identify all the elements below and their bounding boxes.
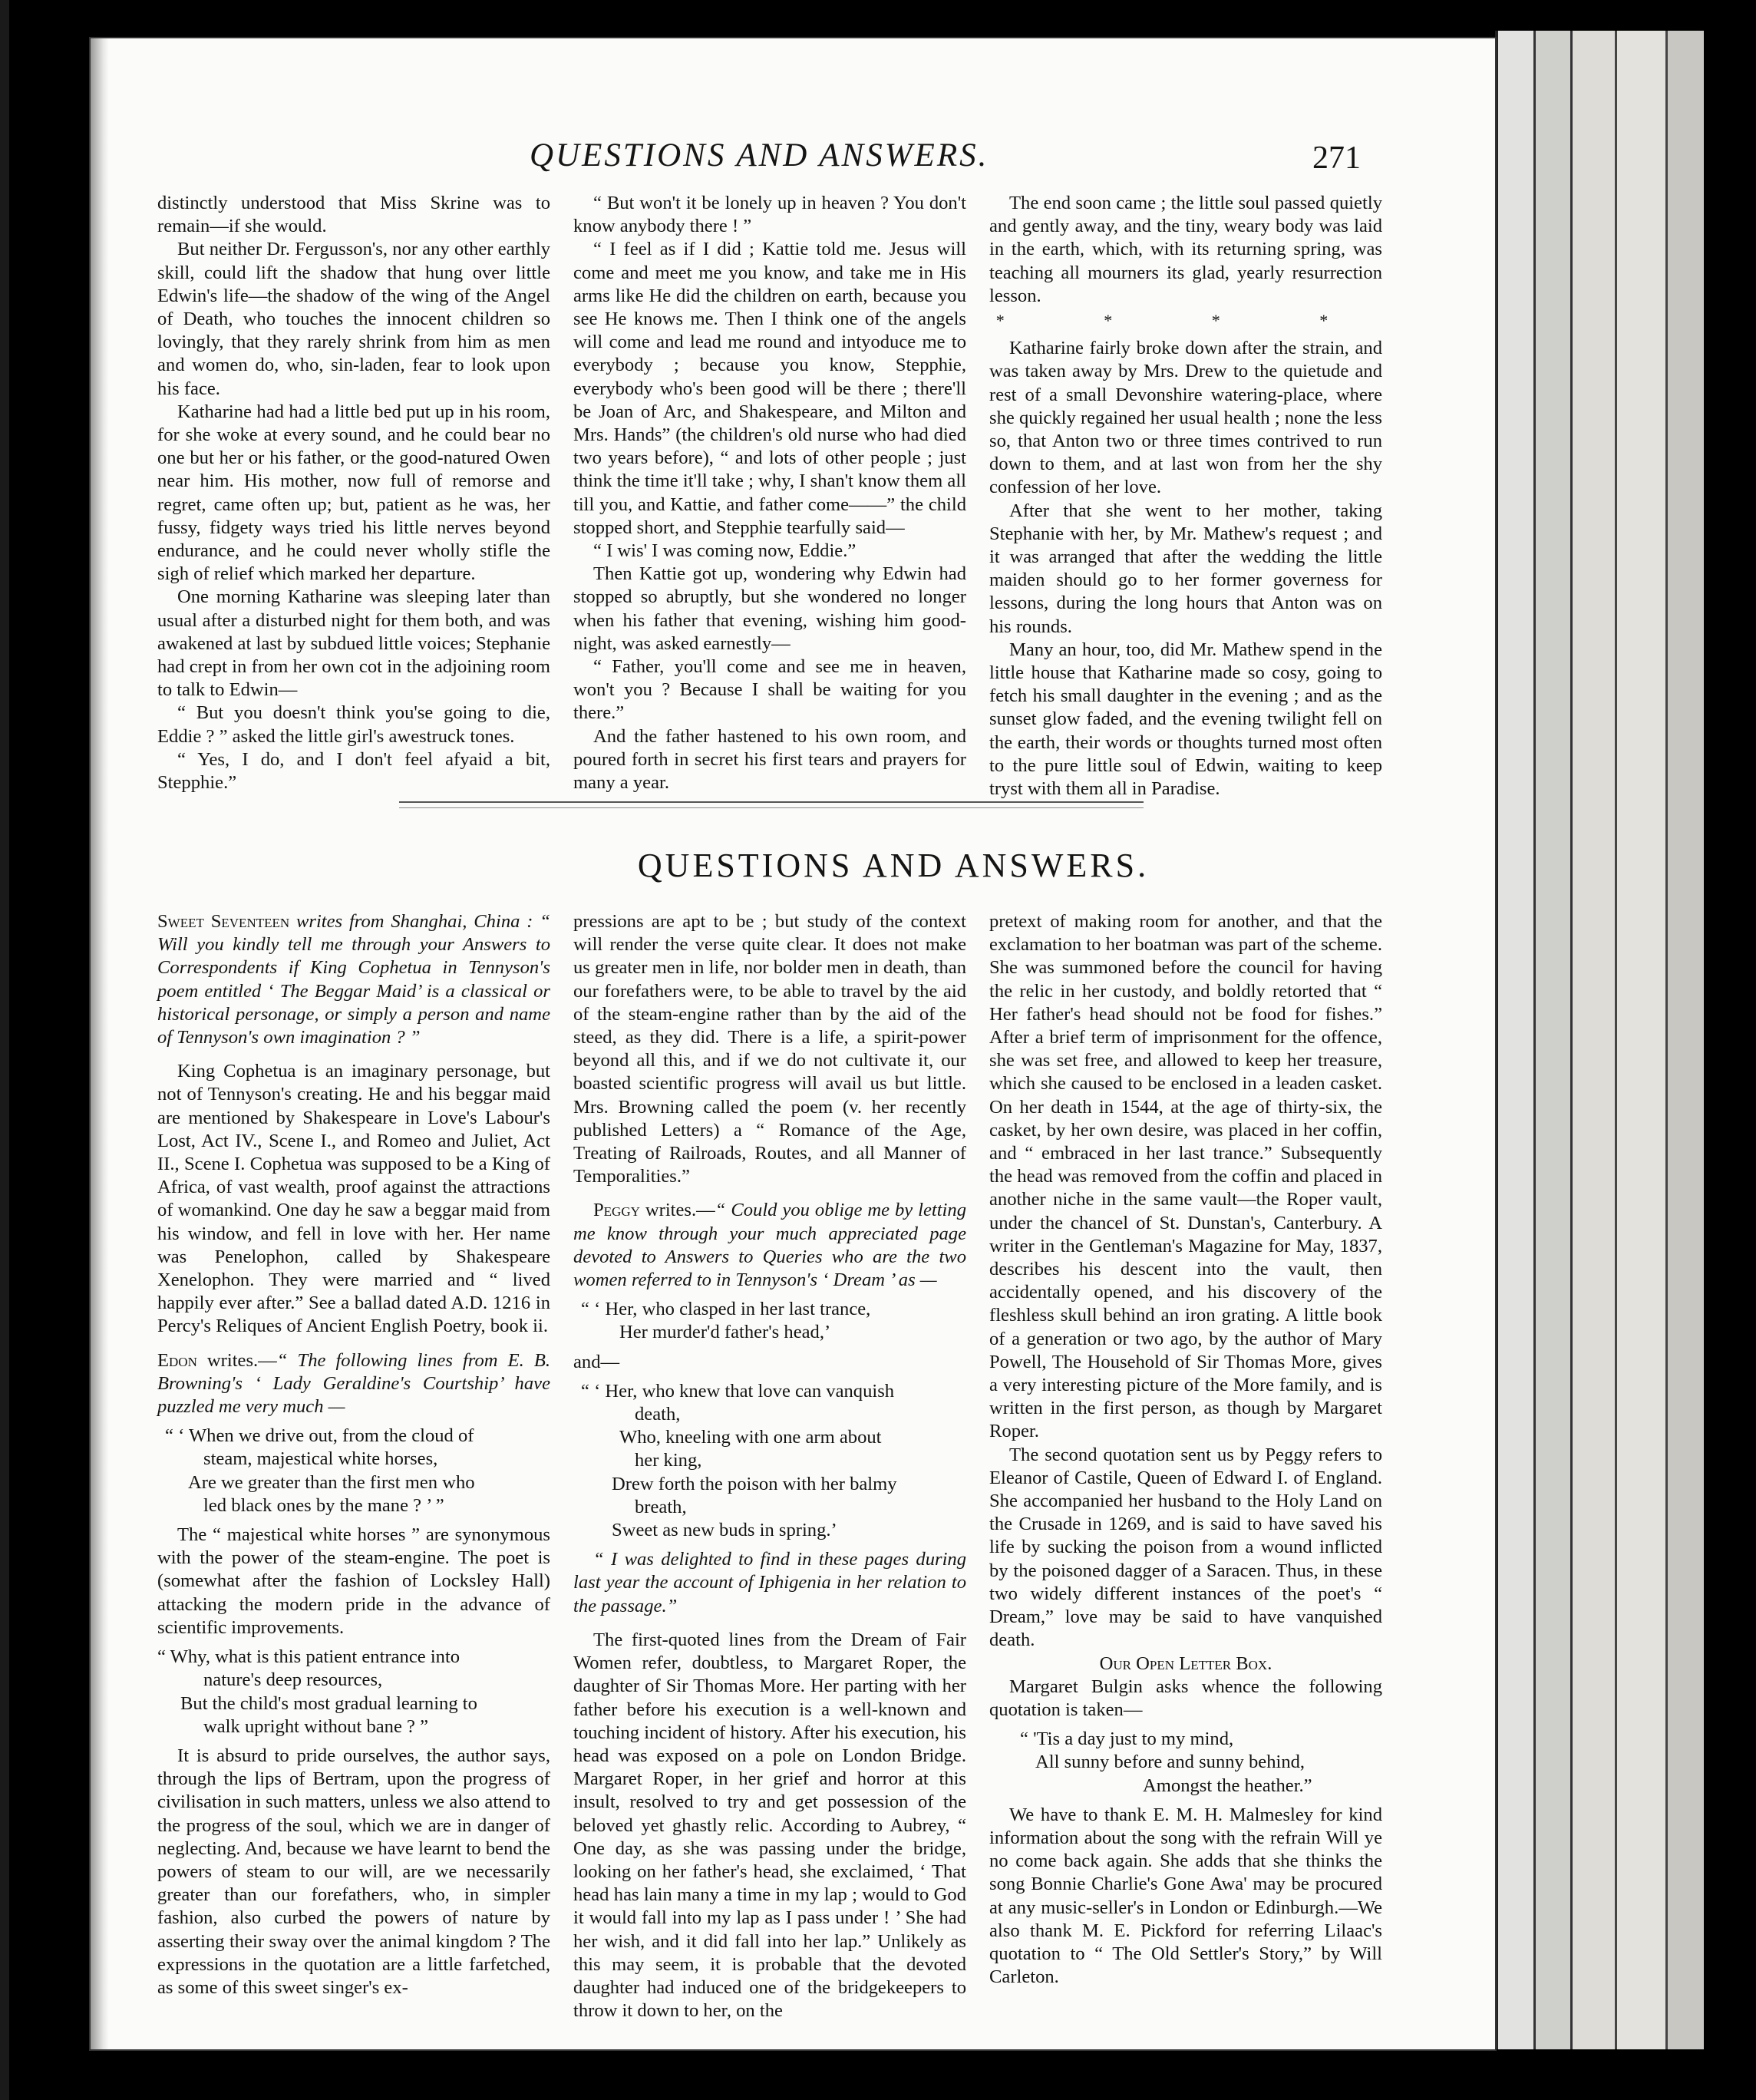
paragraph: But neither Dr. Fergusson's, nor any other earthly skill, could lift the shadow that hung over little Edwin's life—the shadow of the wing of the Angel of Death, who touches the innocent children so lovingly, that they rarely shrink from him as men and women do, who, sin-laden, fear to look upon his face. — [157, 239, 550, 399]
section-divider — [399, 801, 1144, 808]
verse-line: walk upright without bane ? ” — [203, 1715, 428, 1737]
book-edge-left — [0, 0, 9, 2100]
paragraph: “ Yes, I do, and I don't feel afyaid a bit, Stepphie.” — [157, 748, 550, 794]
answer-paragraph: The second quotation sent us by Peggy refers to Eleanor of Castile, Queen of Edward I. of England. She accompanied her husband to the Holy Land on the Crusade in 1269, and is said to have saved his life by sucking the poison from a wound inflicted by the poisoned dagger of a Saracen. Thus, in these two widely different instances of the poet's “ Dream,” love may be said to have vanquished death. — [989, 1444, 1382, 1651]
verse-line: led black ones by the mane ? ’ ” — [203, 1494, 444, 1516]
verse-line: her king, — [635, 1450, 702, 1471]
verse-line: “ ‘ Her, who clasped in her last trance, — [581, 1299, 871, 1320]
background-dark — [1704, 31, 1756, 2049]
verse-line: All sunny before and sunny behind, — [1035, 1752, 1305, 1773]
verse-line: nature's deep resources, — [203, 1669, 383, 1691]
verse-line: Sweet as new buds in spring.’ — [612, 1520, 837, 1541]
story-column-2 — [573, 192, 966, 794]
verse-line: “ ‘ When we drive out, from the cloud of — [165, 1425, 474, 1447]
verse-quote — [157, 1425, 550, 1517]
paragraph: Many an hour, too, did Mr. Mathew spend in the little house that Katharine made so cosy, going to fetch his small daughter in the evening ; and as the sunset glow faded, and the evening twilight fell on the earth, their words or thoughts turned most often to the pure little soul of Edwin, waiting to keep tryst with them all in Paradise. — [989, 639, 1382, 800]
verse-line: “ 'Tis a day just to my mind, — [1020, 1729, 1234, 1750]
qa-column-3 — [989, 910, 1382, 1989]
paragraph: One morning Katharine was sleeping later than usual after a disturbed night for them both, and was awakened at last by subdued little voices; Stephanie had crept in from her own cot in the adjoining room to talk to Edwin— — [157, 586, 550, 701]
paragraph: Then Kattie got up, wondering why Edwin had stopped so abruptly, but she wondered no longer when his father that evening, wishing him good-night, was asked earnestly— — [573, 563, 966, 654]
correspondent-name: Edon — [157, 1349, 197, 1371]
section-title: QUESTIONS AND ANSWERS. — [637, 847, 1150, 884]
question-intro: writes.— — [639, 1200, 715, 1221]
paragraph: After that she went to her mother, taking Stephanie with her, by Mr. Mathew's request ; and it was arranged that after the wedding the little maiden should go to her former governess for lessons, during the long hours that Anton was on his rounds. — [989, 500, 1382, 637]
verse-line: “ Why, what is this patient entrance into — [157, 1646, 460, 1668]
paragraph: “ But won't it be lonely up in heaven ? You don't know anybody there ! ” — [573, 193, 966, 237]
connector-text: and— — [573, 1351, 620, 1372]
correspondent-name: Peggy — [593, 1200, 640, 1221]
verse-line: Her murder'd father's head,’ — [619, 1322, 831, 1343]
question-intro: writes.— — [196, 1349, 277, 1371]
story-column-1 — [157, 192, 550, 794]
paragraph: Katharine fairly broke down after the strain, and was taken away by Mrs. Drew to the quietude and rest of a small Devonshire watering-place, where she quickly regained her usual health ; none the less so, that Anton two or three times contrived to run down to them, and at last won from her the shy confession of her love. — [989, 338, 1382, 498]
answer-paragraph: The first-quoted lines from the Dream of Fair Women refer, doubtless, to Margaret Roper, the daughter of Sir Thomas More. Her parting with her father before his execution is a well-known and touching incident of history. After his execution, his head was exposed on a pole on London Bridge. Margaret Roper, in her grief and horror at this insult, resolved to try and get possession of the beloved yet ghastly relic. According to Aubrey, “ One day, as she was passing under the bridge, looking on her father's head, she exclaimed, ‘ That head has lain many a time in my lap ; would to God it would fall into my lap as I pass under ! ’ She had her wish, and it did fall into her lap.” Unlikely as this may seem, it is probable that the devoted daughter had induced one of the bridgekeepers to throw it down to her, on the — [573, 1629, 966, 2022]
running-title: QUESTIONS AND ANSWERS. — [530, 137, 989, 173]
verse-line: steam, majestical white horses, — [203, 1448, 438, 1470]
verse-line: But the child's most gradual learning to — [180, 1692, 477, 1714]
question-text: “ Could you oblige me by letting me know through your much appreciated page devoted to Answers to Queries who are the two women referred to in Tennyson's ‘ Dream ’ as — — [573, 1200, 966, 1291]
verse-line: Are we greater than the first men who — [188, 1471, 475, 1493]
question-paragraph — [157, 910, 550, 1049]
verse-quote — [573, 1298, 966, 1344]
letter-box-paragraph: We have to thank E. M. H. Malmesley for kind information about the song with the refrain Will ye no come back again. She adds that she thinks the song Bonnie Charlie's Gone Awa' may be procured at any music-seller's in London or Edinburgh.—We also thank M. E. Pickford for referring Lilaac's quotation to “ The Old Settler's Story,” by Will Carleton. — [989, 1804, 1382, 1988]
qa-column-2 — [573, 910, 966, 2022]
paragraph: Katharine had had a little bed put up in his room, for she woke at every sound, and he could bear no one but her or his father, or the good-natured Owen near him. His mother, now full of remorse and regret, came often up; but, patient as he was, her fussy, fidgety ways tried his little nerves beyond endurance, and he could never wholly stifle the sigh of relief which marked her departure. — [157, 401, 550, 585]
question-text: “ Will you kindly tell me through your Answers to Correspondents if King Cophetua in Tennyson's poem entitled ‘ The Beggar Maid’ is a classical or historical personage, or simply a person and name of Tennyson's own imagination ? ” — [157, 911, 550, 1048]
letter-box-paragraph: Margaret Bulgin asks whence the following quotation is taken— — [989, 1676, 1382, 1720]
question-tail: “ I was delighted to find in these pages during last year the account of Iphigenia in her relation to the passage.” — [573, 1549, 966, 1616]
letter-box-heading: Our Open Letter Box. — [1099, 1653, 1272, 1674]
paragraph: “ But you doesn't think you'se going to die, Eddie ? ” asked the little girl's awestruck tones. — [157, 702, 550, 747]
paragraph: And the father hastened to his own room, and poured forth in secret his first tears and prayers for many a year. — [573, 725, 966, 794]
page-number: 271 — [1312, 140, 1361, 176]
paragraph: The end soon came ; the little soul passed quietly and gently away, and the tiny, weary body was laid in the earth, which, with its returning spring, was teaching all mourners its glad, yearly resurrection lesson. — [989, 193, 1382, 306]
paragraph: “ Father, you'll come and see me in heaven, won't you ? Because I shall be waiting for you there.” — [573, 656, 966, 724]
verse-line: Drew forth the poison with her balmy — [612, 1473, 897, 1494]
page-stack-edge — [1495, 31, 1536, 2049]
story-column-3 — [989, 192, 1382, 801]
verse-line: breath, — [635, 1496, 687, 1517]
section-break-stars: * * * * — [995, 311, 1376, 331]
page-gutter-shadow — [91, 38, 109, 2049]
question-paragraph — [573, 1199, 966, 1292]
answer-paragraph: The “ majestical white horses ” are synonymous with the power of the steam-engine. The poet is (somewhat after the fashion of Locksley Hall) attacking the modern pride in the advance of scientific improvements. — [157, 1524, 550, 1638]
question-text: “ The following lines from E. B. Browning's ‘ Lady Geraldine's Courtship’ have puzzled me very much — — [157, 1349, 550, 1418]
question-paragraph — [157, 1349, 550, 1419]
qa-column-1 — [157, 910, 550, 1999]
verse-line: death, — [635, 1404, 681, 1425]
correspondent-name: Sweet Seventeen — [157, 911, 290, 932]
answer-paragraph: pressions are apt to be ; but study of the context will render the verse quite clear. It does not make us greater men in life, nor bolder men in death, than our forefathers were, to be able to travel by the aid of the steam-engine rather than by the aid of the steed, as they did. There is a life, a spirit-power beyond all this, and if we do not cultivate it, our boasted scientific progress will avail us but little. Mrs. Browning called the poem (v. her recently published Letters) a “ Romance of the Age, Treating of Railroads, Routes, and all Manner of Temporalities.” — [573, 911, 966, 1187]
page-stack-edge — [1533, 31, 1573, 2049]
paragraph: “ I feel as if I did ; Kattie told me. Jesus will come and meet me you know, and take me in His arms like He did the children on earth, because you see He knows me. Then I think one of the angels will come and lead me round and intyoduce me to everybody ; because you know, Stepphie, everybody who's been good will be there ; there'll be Joan of Arc, and Shakespeare, and Milton and Mrs. Hands” (the children's old nurse who had died two years before), “ and lots of other people ; just think the time it'll take ; why, I shan't know them all till you, and Kattie, and father come——” the child stopped short, and Stepphie tearfully said— — [573, 239, 966, 538]
verse-quote — [157, 1646, 550, 1738]
answer-paragraph: It is absurd to pride ourselves, the author says, through the lips of Bertram, upon the progress of civilisation in such matters, unless we also attend to the progress of the soul, which we are in danger of neglecting. And, because we have learnt to bend the powers of steam to our will, are we necessarily greater than our forefathers, who, in simpler fashion, also curbed the powers of nature by asserting their sway over the animal kingdom ? The expressions in the quotation are a little farfetched, as some of this sweet singer's ex- — [157, 1745, 550, 1998]
verse-line: Who, kneeling with one arm about — [619, 1427, 882, 1448]
question-intro: writes from Shanghai, China : — [289, 911, 540, 932]
page-stack-edge — [1570, 31, 1617, 2049]
answer-paragraph: pretext of making room for another, and that the exclamation to her boatman was part of the scheme. She was summoned before the council for having the relic in her custody, and boldly retorted that “ Her father's head should not be food for fishes.” After a brief term of imprisonment for the offence, she was set free, and allowed to keep her treasure, which she caused to be enclosed in a leaden casket. On her death in 1544, at the age of thirty-six, the casket, by her own desire, was placed in her coffin, and “ embraced in her last trance.” Subsequently the head was removed from the coffin and placed in another niche in the same vault—the Roper vault, under the chancel of St. Dunstan's, Canterbury. A writer in the Gentleman's Magazine for May, 1837, describes his descent into the vault, then accidentally opened, and his discovery of the fleshless skull behind an iron grating. A little book of a generation or two ago, by the author of Mary Powell, The Household of Sir Thomas More, gives a very interesting picture of the More family, and is written in the first person, as though by Margaret Roper. — [989, 911, 1382, 1442]
verse-line: Amongst the heather.” — [1143, 1775, 1312, 1796]
page-stack-edge — [1615, 31, 1668, 2049]
verse-line: “ ‘ Her, who knew that love can vanquish — [581, 1380, 895, 1402]
paragraph: “ I wis' I was coming now, Eddie.” — [593, 540, 857, 562]
paragraph: distinctly understood that Miss Skrine was to remain—if she would. — [157, 193, 550, 237]
verse-quote — [989, 1728, 1382, 1798]
page-stack-edge — [1665, 31, 1706, 2049]
verse-quote — [573, 1380, 966, 1542]
answer-paragraph: King Cophetua is an imaginary personage, but not of Tennyson's creating. He and his beggar maid are mentioned by Shakespeare in Love's Labour's Lost, Act IV., Scene I., and Romeo and Juliet, Act II., Scene I. Cophetua was supposed to be a King of Africa, of vast wealth, proof against the attractions of womankind. One day he saw a beggar maid from his window, and fell in love with her. Her name was Penelophon, called by Shakespeare Xenelophon. They were married and “ lived happily ever after.” See a ballad dated A.D. 1216 in Percy's Reliques of Ancient English Poetry, book ii. — [157, 1061, 550, 1337]
